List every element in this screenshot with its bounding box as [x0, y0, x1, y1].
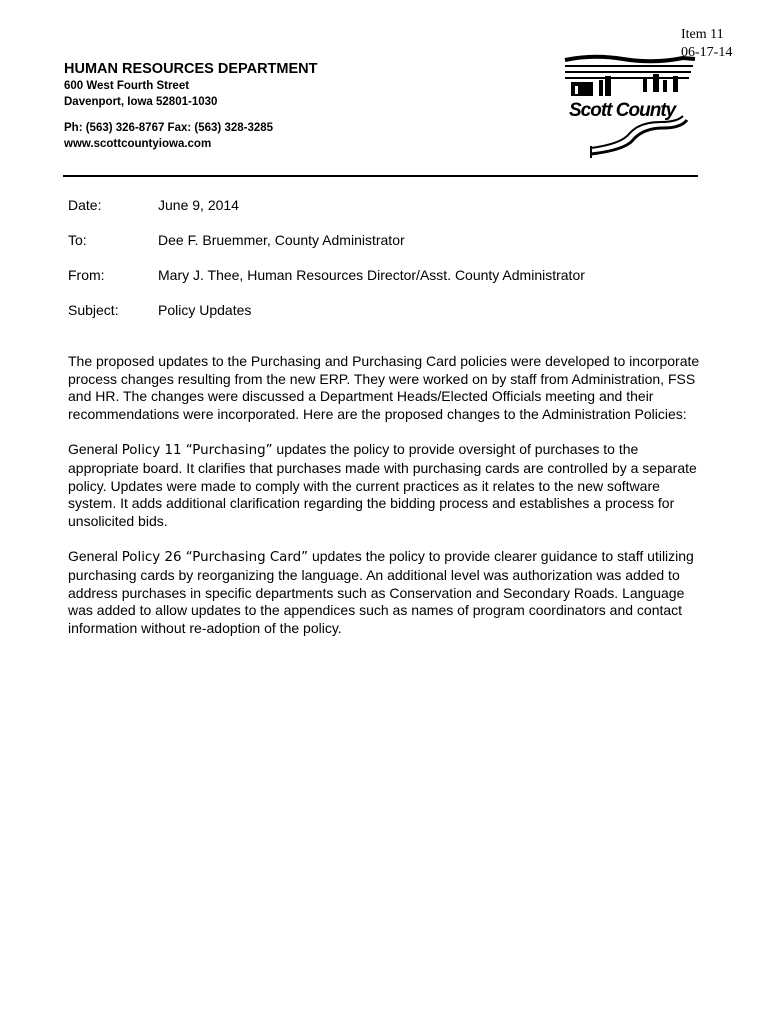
memo-header — [68, 196, 708, 336]
date-value: June 9, 2014 — [158, 197, 239, 213]
intro-paragraph: The proposed updates to the Purchasing and Purchasing Card policies were developed to incorporate process changes resulting from the new ERP. They were worked on by staff from Administration, FSS and HR. The changes were discussed a Department Heads/Elected Officials meeting and their recommendations were incorporated. Here are the proposed changes to the Administration Policies: — [68, 353, 700, 422]
memo-body — [68, 353, 708, 655]
item-date: 06-17-14 — [681, 45, 733, 60]
item-number: Item 11 — [681, 27, 724, 42]
to-label: To: — [68, 232, 87, 248]
memo-subject-row — [68, 301, 708, 336]
subject-label: Subject: — [68, 302, 119, 318]
from-value: Mary J. Thee, Human Resources Director/Asst. County Administrator — [158, 267, 585, 283]
policy-26-title: Policy 26 “Purchasing Card” — [121, 550, 309, 566]
policy-26-text: updates the policy to provide clearer guidance to staff utilizing purchasing cards by reorganizing the language. An additional level was authorization was added to address purchases in specific departments such as Conservation and Secondary Roads. Language was added to allow updates to the appendices such as names of program coordinators and contact information without re-adoption of the policy. — [68, 548, 694, 636]
policy-26-paragraph — [68, 548, 708, 637]
logo-wordmark: Scott County — [569, 100, 676, 121]
contact-numbers: Ph: (563) 326-8767 Fax: (563) 328-3285 — [64, 122, 274, 134]
to-value: Dee F. Bruemmer, County Administrator — [158, 232, 405, 248]
subject-value: Policy Updates — [158, 302, 252, 318]
memo-to-row — [68, 231, 708, 266]
scott-county-logo-icon — [563, 54, 703, 162]
policy-26-prefix: General — [68, 548, 122, 565]
city-address: Davenport, Iowa 52801-1030 — [64, 96, 218, 108]
street-address: 600 West Fourth Street — [64, 80, 190, 92]
from-label: From: — [68, 267, 105, 283]
policy-11-text: updates the policy to provide oversight of purchases to the appropriate board. It clarifies that purchases made with purchasing cards are controlled by a separate policy. Updates were made to comply with the current practices as it relates to the new software system. It adds additional clarification regarding the bidding process and establishes a process for unsolicited bids. — [68, 441, 697, 529]
memo-date-row — [68, 196, 708, 231]
header-divider — [63, 175, 698, 177]
memo-from-row — [68, 266, 708, 301]
policy-11-title: Policy 11 “Purchasing” — [121, 443, 273, 459]
date-label: Date: — [68, 197, 102, 213]
website: www.scottcountyiowa.com — [64, 138, 212, 150]
policy-11-paragraph — [68, 441, 708, 530]
policy-11-prefix: General — [68, 441, 122, 458]
department-name: HUMAN RESOURCES DEPARTMENT — [64, 61, 318, 77]
letterhead — [64, 60, 318, 152]
